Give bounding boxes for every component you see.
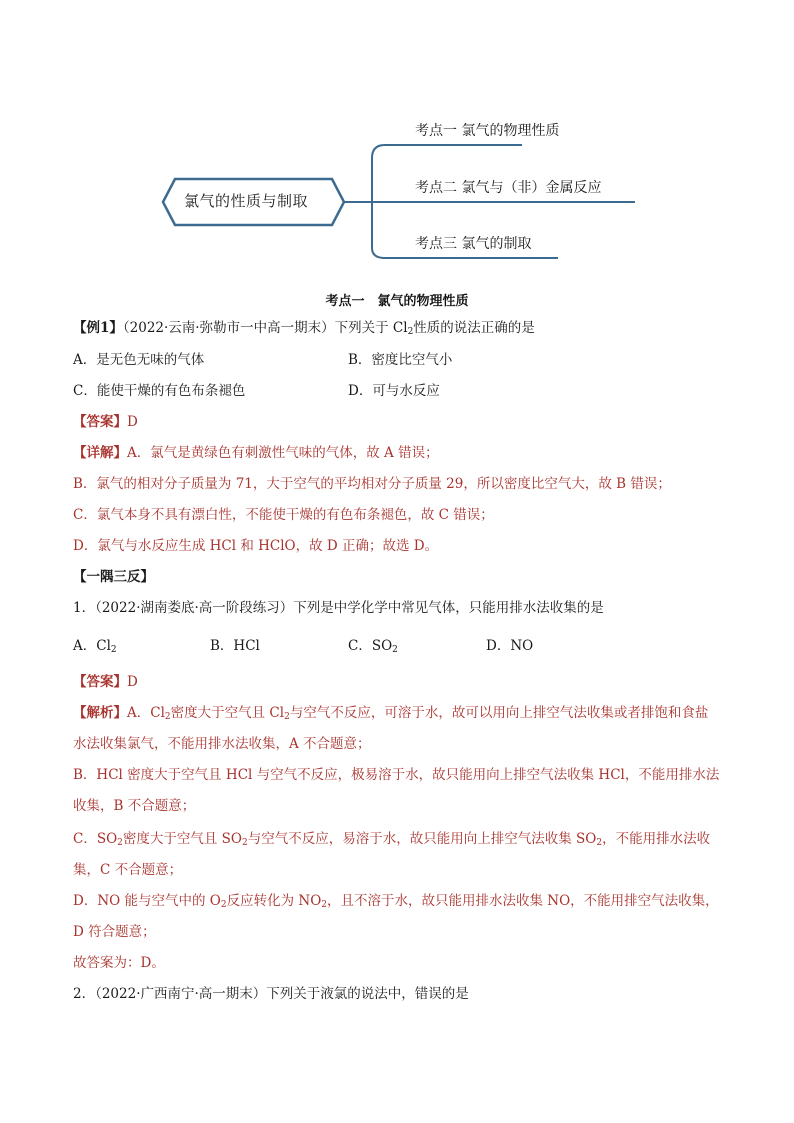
example1-option-a: A．是无色无味的气体 bbox=[73, 352, 205, 368]
q1-analysis-a-line2: 水法收集氯气，不能用排水法收集，A 不合题意； bbox=[73, 736, 371, 752]
q1-option-d: D．NO bbox=[486, 638, 534, 654]
example1-option-d: D．可与水反应 bbox=[348, 383, 440, 399]
example1-option-c: C．能使干燥的有色布条褪色 bbox=[73, 383, 246, 399]
q1-stem: 1．（2022·湖南娄底·高一阶段练习）下列是中学化学中常见气体，只能用排水法收集的是 bbox=[73, 600, 604, 616]
q1-analysis-b-line2: 收集，B 不合题意； bbox=[73, 798, 196, 814]
mindmap-root-label: 氯气的性质与制取 bbox=[184, 192, 309, 210]
q1-analysis-d-line1: D．NO 能与空气中的 $O_2$反应转化为 $NO_2$，且不溶于水，故只能用排水法收集 NO，不能用排空气法收集， bbox=[73, 893, 719, 910]
mindmap-branch-1: 考点一 氯气的物理性质 bbox=[415, 123, 560, 139]
example1-option-b: B．密度比空气小 bbox=[348, 352, 453, 368]
example1-source: （2022·云南·弥勒市一中高一期末） bbox=[122, 320, 335, 336]
q1-option-c: C．$SO_2$ bbox=[348, 638, 398, 655]
q1-option-a: A．$Cl_2$ bbox=[73, 638, 117, 655]
mindmap-branch-2: 考点二 氯气与（非）金属反应 bbox=[415, 180, 602, 196]
q1-conclusion: 故答案为：D。 bbox=[73, 955, 165, 971]
q1-analysis-c-line1: C．$SO_2$密度大于空气且 $SO_2$与空气不反应，易溶于水，故只能用向上排空气法收集 $SO_2$，不能用排水法收 bbox=[73, 831, 711, 848]
q1-analysis-c-line2: 集，C 不合题意； bbox=[73, 862, 183, 878]
example1-detail-a: 【详解】A．氯气是黄绿色有刺激性气味的气体，故 A 错误； bbox=[73, 445, 439, 461]
q1-analysis-b-line1: B．HCl 密度大于空气且 HCl 与空气不反应，极易溶于水，故只能用向上排空气法收集 HCl，不能用排水法 bbox=[73, 767, 720, 783]
mindmap-diagram bbox=[0, 0, 794, 280]
q1-answer: 【答案】D bbox=[73, 674, 138, 690]
section-title: 考点一 氯气的物理性质 bbox=[325, 294, 469, 309]
example1-detail-c: C．氯气本身不具有漂白性，不能使干燥的有色布条褪色，故 C 错误； bbox=[73, 507, 494, 523]
example1-detail-b: B．氯气的相对分子质量为 71，大于空气的平均相对分子质量 29，所以密度比空气大，故 B 错误； bbox=[73, 476, 671, 492]
mindmap-branch-3: 考点三 氯气的制取 bbox=[415, 236, 532, 252]
q1-analysis-d-line2: D 符合题意； bbox=[73, 924, 156, 940]
practice-heading: 【一隅三反】 bbox=[73, 569, 154, 585]
example1-detail-d: D．氯气与水反应生成 HCl 和 HClO，故 D 正确；故选 D。 bbox=[73, 538, 439, 554]
example1-answer: 【答案】D bbox=[73, 414, 138, 430]
q2-stem: 2．（2022·广西南宁·高一期末）下列关于液氯的说法中，错误的是 bbox=[73, 986, 469, 1002]
q1-analysis-a-line1: 【解析】A．$Cl_2$密度大于空气且 $Cl_2$与空气不反应，可溶于水，故可以用向上排空气法收集或者排饱和食盐 bbox=[73, 705, 709, 722]
q1-option-b: B．HCl bbox=[210, 638, 260, 654]
example1-tag: 【例1】 bbox=[73, 320, 123, 336]
example1-question: 【例1】（2022·云南·弥勒市一中高一期末）下列关于 $Cl_2$性质的说法正确的是 bbox=[73, 320, 535, 337]
